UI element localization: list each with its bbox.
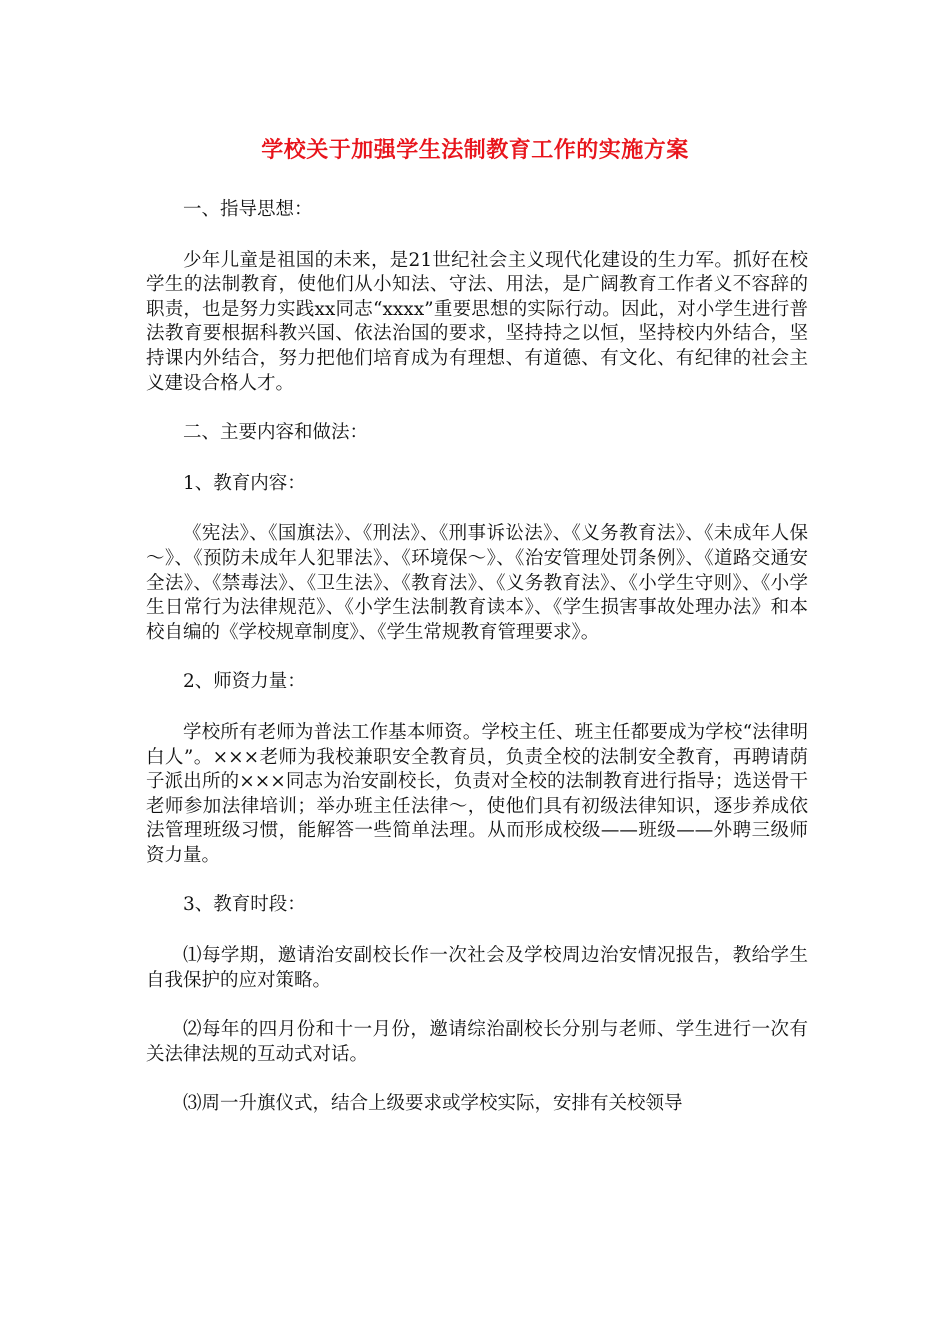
list-item-period-2: ⑵每年的四月份和十一月份，邀请综治副校长分别与老师、学生进行一次有关法律法规的互动式对话。	[146, 1019, 808, 1065]
paragraph-guiding-thought: 少年儿童是祖国的未来，是21世纪社会主义现代化建设的生力军。抓好在校学生的法制教育，使他们从小知法、守法、用法，是广阔教育工作者义不容辞的职责，也是努力实践xx同志“xxxx”重要思想的实际行动。因此，对小学生进行普法教育要根据科教兴国、依法治国的要求，坚持持之以恒，坚持校内外结合，坚持课内外结合，努力把他们培育成为有理想、有道德、有文化、有纪律的社会主义建设合格人才。	[146, 249, 808, 394]
document-title: 学校关于加强学生法制教育工作的实施方案	[261, 138, 689, 163]
section-heading-guiding-thought: 一、指导思想：	[183, 199, 313, 220]
subheading-education-periods: 3、教育时段：	[183, 894, 306, 916]
document-body	[146, 198, 808, 1142]
paragraph-education-content: 《宪法》、《国旗法》、《刑法》、《刑事诉讼法》、《义务教育法》、《未成年人保～》、《预防未成年人犯罪法》、《环境保～》、《治安管理处罚条例》、《道路交通安全法》、《禁毒法》、《卫生法》、《教育法》、《义务教育法》、《小学生守则》、《小学生日常行为法律规范》、《小学生法制教育读本》、《学生损害事故处理办法》和本校自编的《学校规章制度》、《学生常规教育管理要求》。	[146, 523, 808, 643]
paragraph-teaching-staff: 学校所有老师为普法工作基本师资。学校主任、班主任都要成为学校“法律明白人”。×××老师为我校兼职安全教育员，负责全校的法制安全教育，再聘请荫子派出所的×××同志为治安副校长，负责对全校的法制教育进行指导；选送骨干老师参加法律培训；举办班主任法律～，使他们具有初级法律知识，逐步养成依法管理班级习惯，能解答一些简单法理。从而形成校级——班级——外聘三级师资力量。	[146, 721, 808, 866]
subheading-education-content: 1、教育内容：	[183, 472, 306, 494]
list-item-period-1: ⑴每学期，邀请治安副校长作一次社会及学校周边治安情况报告，教给学生自我保护的应对策略。	[146, 945, 808, 991]
list-item-period-3: ⑶周一升旗仪式，结合上级要求或学校实际，安排有关校领导	[183, 1093, 683, 1115]
subheading-teaching-staff: 2、师资力量：	[183, 671, 306, 693]
section-heading-main-content: 二、主要内容和做法：	[183, 422, 369, 444]
